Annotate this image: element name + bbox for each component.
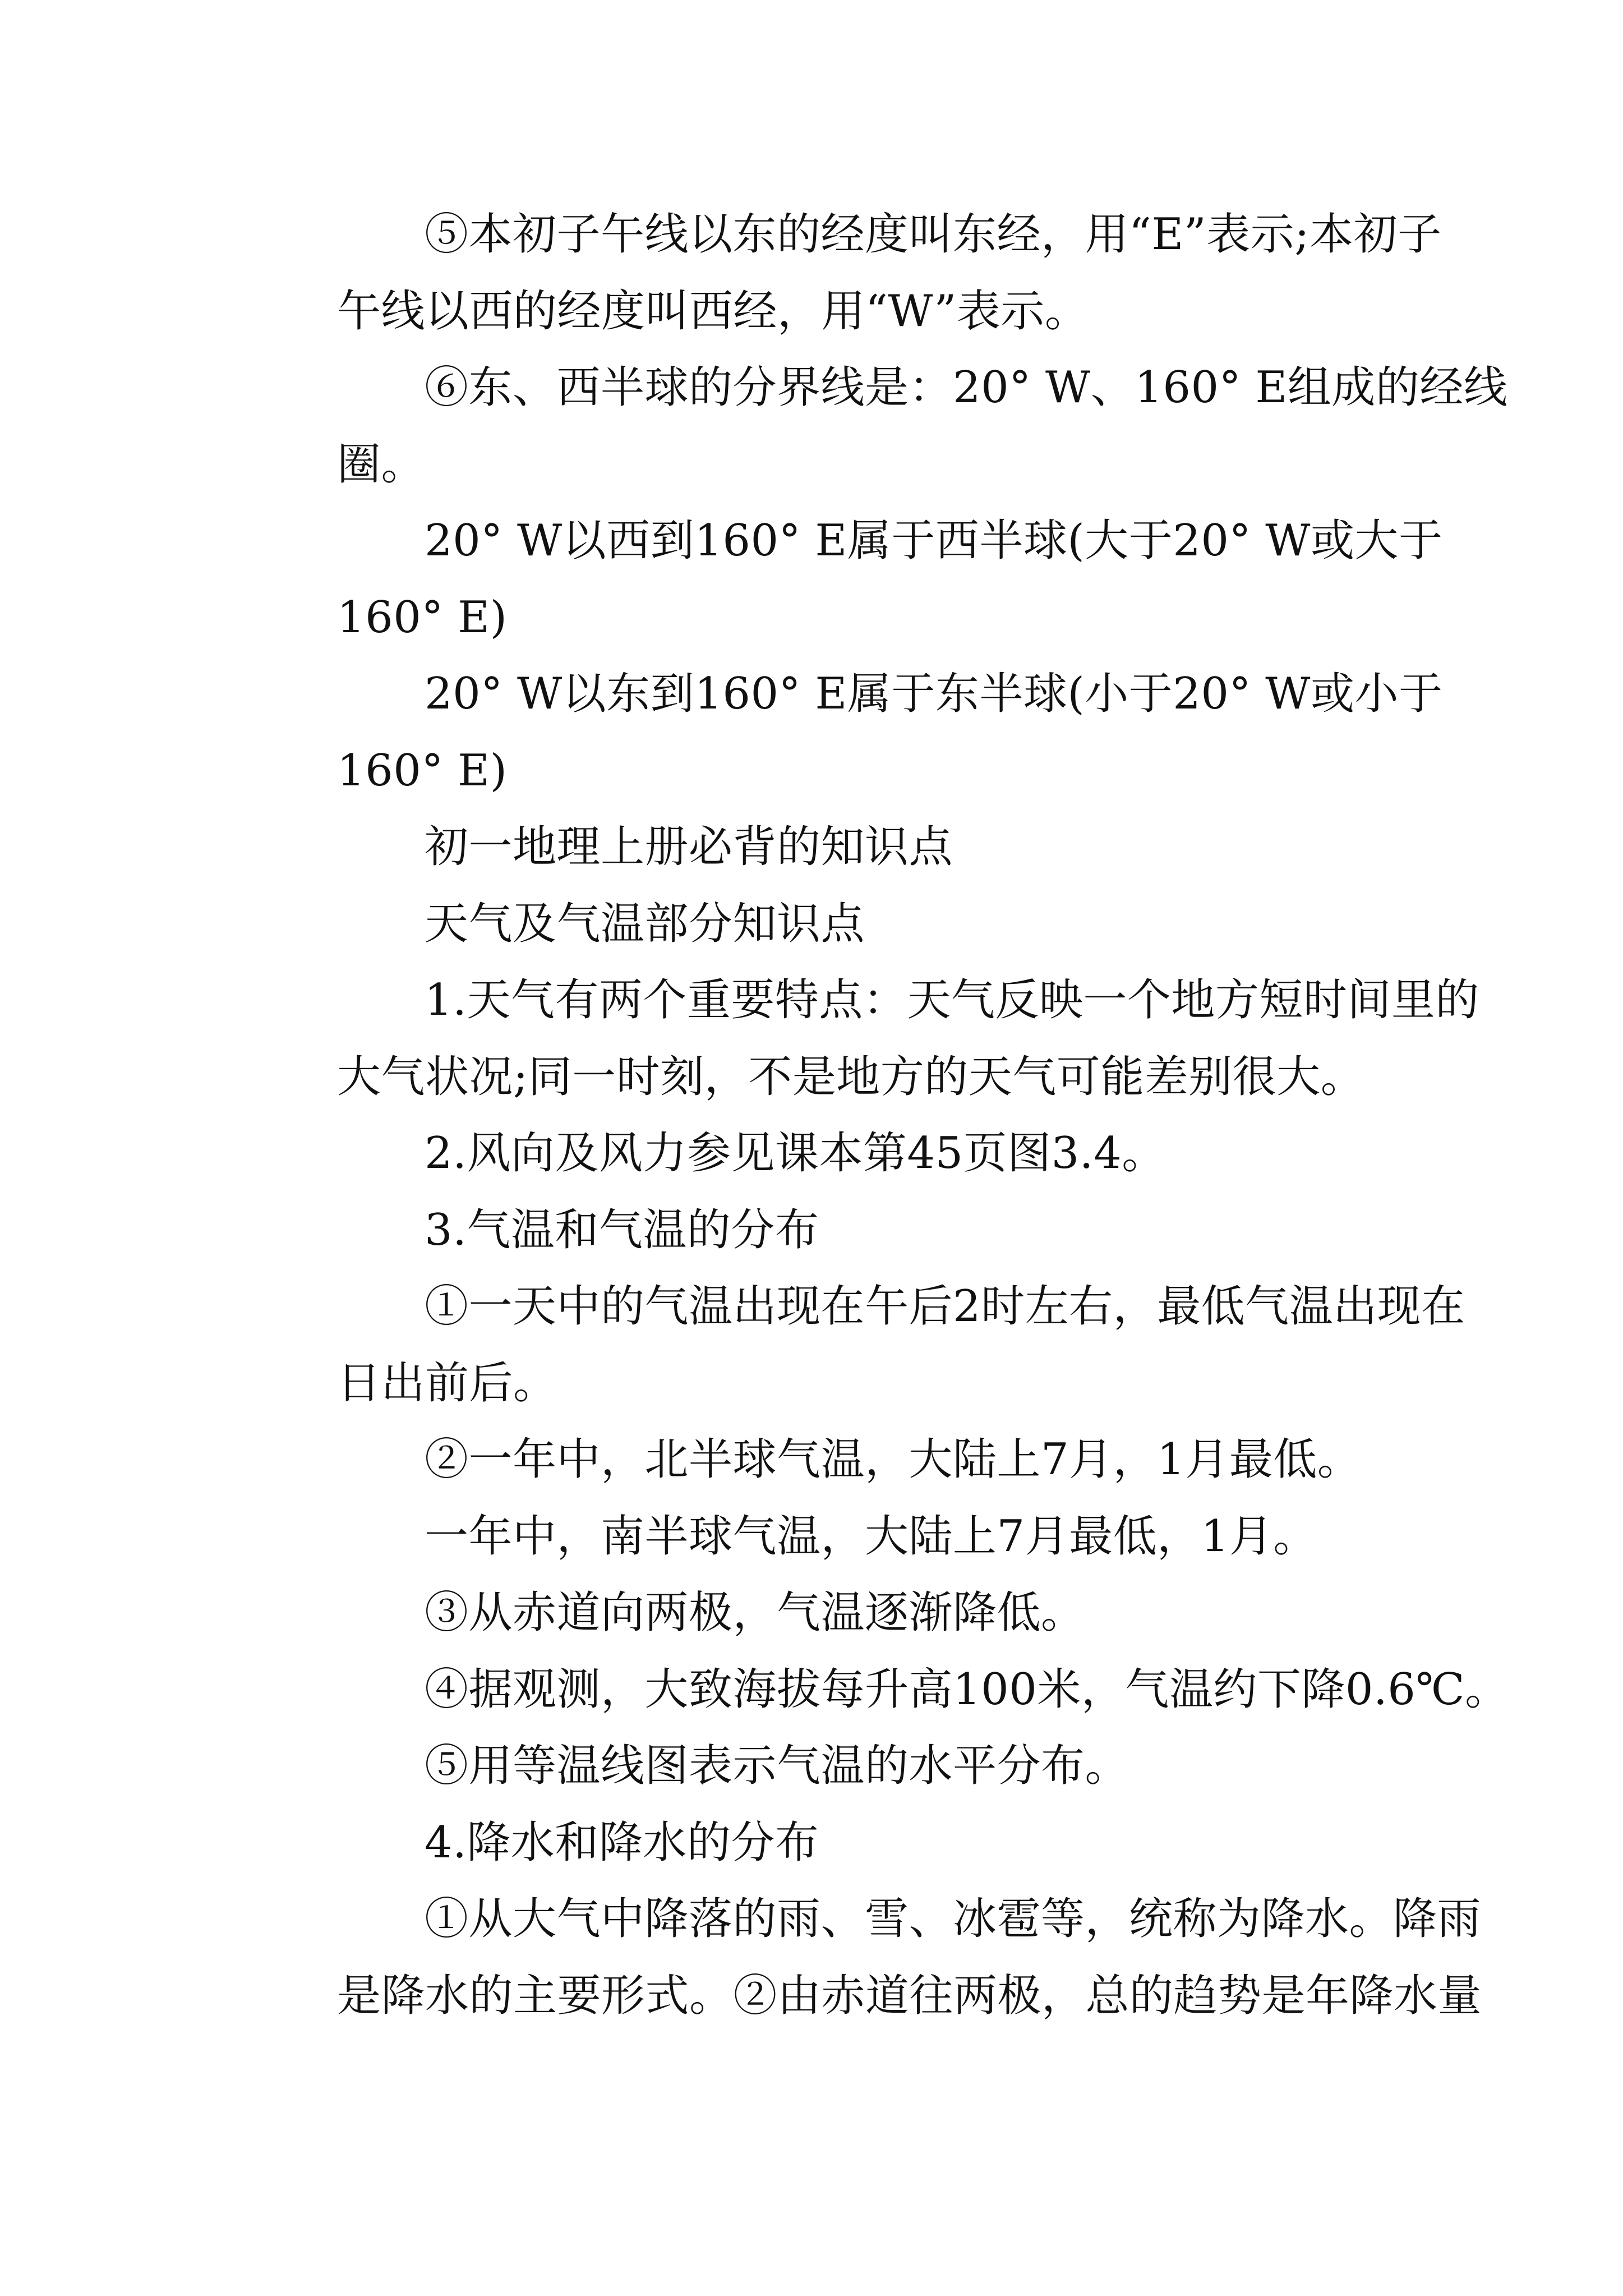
text-line: 初一地理上册必背的知识点 [425,822,953,872]
text-line: ②一年中，北半球气温，大陆上7月，1月最低。 [425,1434,1362,1485]
text-line: ⑤用等温线图表示气温的水平分布。 [425,1741,1129,1791]
paragraph-15 [250,1728,1382,1805]
text-line: ③从赤道向两极，气温逐渐降低。 [425,1588,1085,1638]
text-line: 午线以西的经度叫西经，用“W”表示。 [337,286,1089,337]
text-line: 3.气温和气温的分布 [425,1204,819,1255]
paragraph-11 [250,1421,1382,1498]
paragraph-7 [250,962,1479,1115]
text-line: ⑤本初子午线以东的经度叫东经，用“E”表示;本初子 [425,209,1442,260]
paragraph-1 [250,196,1442,349]
text-line: 20° W以东到160° E属于东半球(小于20° W或小于 [425,669,1443,719]
text-line: 4.降水和降水的分布 [425,1817,819,1868]
text-line: ④据观测，大致海拔每升高100米，气温约下降0.6℃。 [425,1664,1509,1715]
text-line: 160° E) [337,592,508,643]
paragraph-3 [250,503,1443,656]
text-line: 2.风向及风力参见课本第45页图3.4。 [425,1128,1166,1179]
paragraph-8 [250,1115,1382,1192]
text-line: 1.天气有两个重要特点：天气反映一个地方短时间里的 [425,975,1479,1025]
text-line: ①从大气中降落的雨、雪、冰雹等，统称为降水。降雨 [425,1894,1482,1944]
text-line: ⑥东、西半球的分界线是：20° W、160° E组成的经线 [425,362,1508,413]
subsection-heading [250,886,1382,963]
text-line: 20° W以西到160° E属于西半球(大于20° W或大于 [425,516,1443,566]
paragraph-13 [250,1575,1382,1651]
paragraph-16 [250,1805,1382,1881]
paragraph-2 [250,349,1508,503]
paragraph-14 [250,1651,1509,1728]
text-line: 是降水的主要形式。②由赤道往两极，总的趋势是年降水量 [337,1970,1482,2021]
text-line: ①一天中的气温出现在午后2时左右，最低气温出现在 [425,1281,1465,1332]
section-heading [250,809,1382,886]
text-line: 大气状况;同一时刻，不是地方的天气可能差别很大。 [337,1051,1365,1102]
paragraph-12 [250,1498,1382,1575]
text-line: 天气及气温部分知识点 [425,898,865,949]
text-line: 圈。 [337,439,426,490]
text-line: 一年中，南半球气温，大陆上7月最低，1月。 [425,1511,1317,1562]
paragraph-10 [250,1268,1465,1421]
text-line: 日出前后。 [337,1358,557,1409]
paragraph-4 [250,656,1443,809]
document-body [250,196,1509,2034]
paragraph-17 [250,1881,1482,2034]
paragraph-9 [250,1192,1382,1269]
text-line: 160° E) [337,745,508,796]
